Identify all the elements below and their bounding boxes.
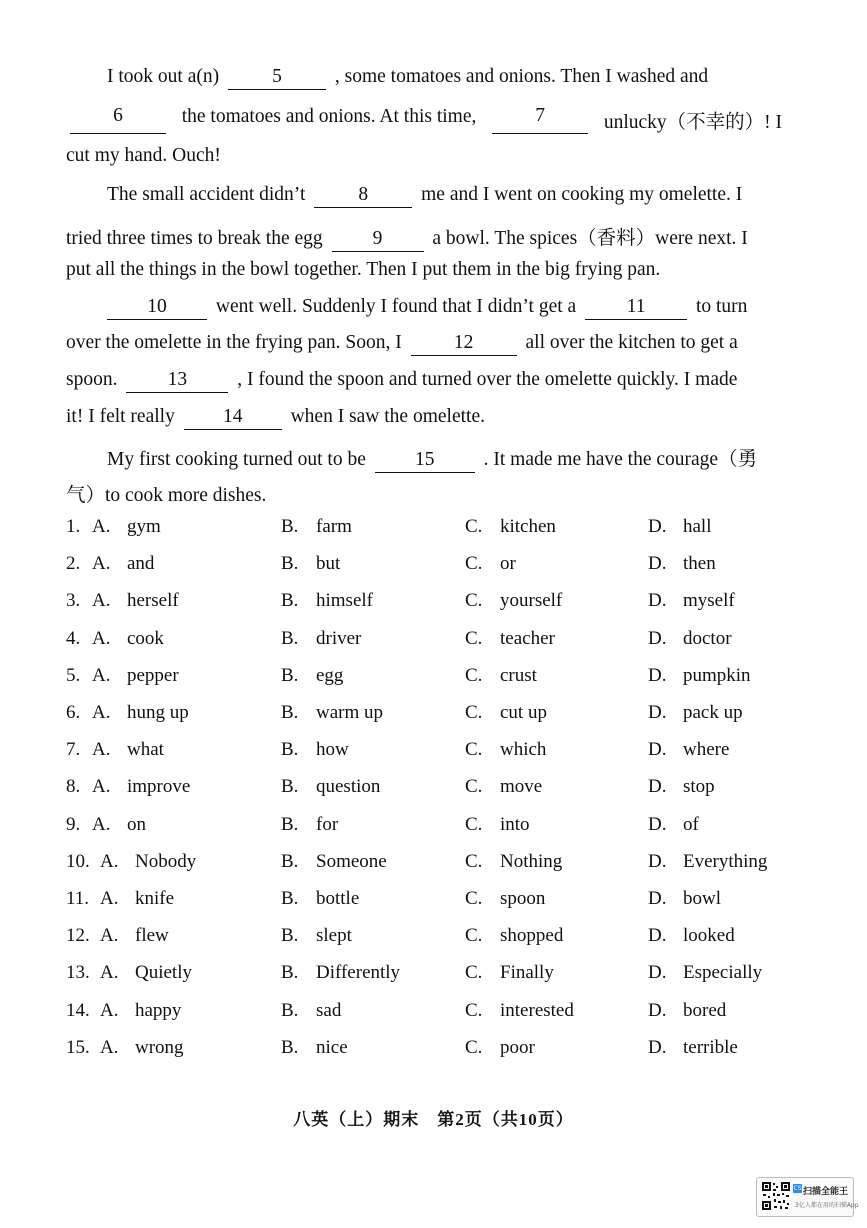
option-text: Quietly <box>135 962 192 983</box>
option-text: crust <box>500 665 537 686</box>
option-letter: A. <box>100 1000 119 1021</box>
option-b[interactable] <box>281 665 343 687</box>
option-c[interactable] <box>465 665 537 687</box>
question-row <box>66 962 786 988</box>
option-letter: A. <box>92 665 111 686</box>
option-text: driver <box>316 628 362 649</box>
option-letter: A. <box>92 776 111 797</box>
option-text: myself <box>683 590 735 611</box>
option-letter: B. <box>281 553 299 574</box>
passage-text: 气）to cook more dishes. <box>66 485 267 506</box>
option-letter: C. <box>465 628 483 649</box>
option-text: stop <box>683 776 715 797</box>
passage-text: I took out a(n) <box>107 66 220 87</box>
option-letter: B. <box>281 739 299 760</box>
question-number: 14. <box>66 1000 90 1021</box>
option-letter: C. <box>465 814 483 835</box>
question-row <box>66 665 786 691</box>
option-letter: A. <box>92 516 111 537</box>
passage-text: cut my hand. Ouch! <box>66 145 221 166</box>
option-text: improve <box>127 776 191 797</box>
option-letter: D. <box>648 888 667 909</box>
option-d[interactable] <box>648 590 735 612</box>
option-letter: D. <box>648 553 667 574</box>
option-letter: A. <box>92 553 111 574</box>
question-number: 9. <box>66 814 81 835</box>
blank-15: 15 <box>375 450 475 473</box>
passage-text: spoon. <box>66 369 118 390</box>
option-a[interactable] <box>100 1000 181 1022</box>
option-b[interactable] <box>281 925 352 947</box>
option-text: nice <box>316 1037 348 1058</box>
option-text: Everything <box>683 851 768 872</box>
option-text: Finally <box>500 962 554 983</box>
passage-text: , some tomatoes and onions. Then I washed and <box>334 66 709 87</box>
option-b[interactable] <box>281 628 361 650</box>
option-letter: B. <box>281 851 299 872</box>
option-letter: B. <box>281 665 299 686</box>
option-text: herself <box>127 590 179 611</box>
option-letter: B. <box>281 776 299 797</box>
passage-text: over the omelette in the frying pan. Soon, I <box>66 332 402 353</box>
option-b[interactable] <box>281 962 400 984</box>
option-text: kitchen <box>500 516 556 537</box>
passage-text: The small accident didn’t <box>107 184 306 205</box>
passage-text: the tomatoes and onions. At this time, <box>181 106 477 127</box>
passage-line-8 <box>66 332 738 356</box>
option-text: which <box>500 739 547 760</box>
passage-text: all over the kitchen to get a <box>525 332 738 353</box>
option-text: sad <box>316 1000 342 1021</box>
option-c[interactable] <box>465 590 562 612</box>
passage-line-6 <box>66 259 660 281</box>
camscanner-logo-icon: CS <box>793 1185 802 1192</box>
option-letter: C. <box>465 665 483 686</box>
passage-line-2 <box>66 106 782 134</box>
option-a[interactable] <box>92 553 154 575</box>
option-text: teacher <box>500 628 555 649</box>
option-letter: A. <box>92 628 111 649</box>
option-a[interactable] <box>92 814 146 836</box>
blank-6: 6 <box>70 106 166 134</box>
option-letter: A. <box>100 1037 119 1058</box>
option-b[interactable] <box>281 516 352 538</box>
option-text: for <box>316 814 339 835</box>
blank-12: 12 <box>411 333 517 356</box>
option-text: but <box>316 553 341 574</box>
option-letter: D. <box>648 739 667 760</box>
option-text: then <box>683 553 716 574</box>
option-letter: C. <box>465 851 483 872</box>
option-a[interactable] <box>92 665 179 687</box>
option-letter: A. <box>92 739 111 760</box>
option-text: flew <box>135 925 169 946</box>
question-number: 4. <box>66 628 81 649</box>
question-row <box>66 739 786 765</box>
question-row <box>66 702 786 728</box>
passage-line-4 <box>107 184 742 208</box>
passage-text: My first cooking turned out to be <box>107 449 366 470</box>
option-c[interactable] <box>465 516 556 538</box>
question-row <box>66 553 786 579</box>
scanner-watermark <box>756 1177 859 1217</box>
passage-text: tried three times to break the egg <box>66 228 323 249</box>
question-number: 15. <box>66 1037 90 1058</box>
option-d[interactable] <box>648 665 751 687</box>
option-b[interactable] <box>281 776 380 798</box>
option-b[interactable] <box>281 739 349 761</box>
option-a[interactable] <box>92 628 164 650</box>
option-d[interactable] <box>648 1037 738 1059</box>
page-footer: 八英（上）期末 第2页（共10页） <box>293 1110 574 1129</box>
option-text: bottle <box>316 888 360 909</box>
option-letter: C. <box>465 1037 483 1058</box>
option-letter: D. <box>648 628 667 649</box>
question-row <box>66 925 786 951</box>
option-b[interactable] <box>281 702 383 724</box>
option-c[interactable] <box>465 1000 574 1022</box>
option-text: Especially <box>683 962 763 983</box>
option-d[interactable] <box>648 628 732 650</box>
option-text: Differently <box>316 962 401 983</box>
passage-text: put all the things in the bowl together. Then I put them in the big frying pan. <box>66 259 661 280</box>
option-letter: A. <box>100 962 119 983</box>
option-letter: B. <box>281 590 299 611</box>
option-c[interactable] <box>465 962 554 984</box>
option-text: interested <box>500 1000 574 1021</box>
option-text: of <box>683 814 699 835</box>
passage-line-1 <box>107 66 708 90</box>
option-d[interactable] <box>648 925 735 947</box>
passage-text: to turn <box>695 296 748 317</box>
question-number: 3. <box>66 590 81 611</box>
option-text: pack up <box>683 702 743 723</box>
option-c[interactable] <box>465 814 530 836</box>
question-row <box>66 851 786 877</box>
passage-text: me and I went on cooking my omelette. I <box>421 184 743 205</box>
option-letter: C. <box>465 739 483 760</box>
option-text: looked <box>683 925 735 946</box>
question-row <box>66 1000 786 1026</box>
option-letter: A. <box>92 814 111 835</box>
option-c[interactable] <box>465 739 546 761</box>
option-text: knife <box>135 888 175 909</box>
option-letter: D. <box>648 590 667 611</box>
option-letter: D. <box>648 665 667 686</box>
option-text: shopped <box>500 925 564 946</box>
passage-text: , I found the spoon and turned over the omelette quickly. I made <box>237 369 738 390</box>
option-letter: C. <box>465 590 483 611</box>
option-text: doctor <box>683 628 732 649</box>
question-number: 1. <box>66 516 81 537</box>
blank-8: 8 <box>314 185 412 208</box>
option-d[interactable] <box>648 516 712 538</box>
option-text: question <box>316 776 381 797</box>
option-letter: D. <box>648 702 667 723</box>
blank-13: 13 <box>126 370 228 393</box>
option-letter: D. <box>648 776 667 797</box>
question-row <box>66 628 786 654</box>
option-letter: C. <box>465 962 483 983</box>
question-number: 10. <box>66 851 90 872</box>
option-c[interactable] <box>465 888 545 910</box>
question-number: 11. <box>66 888 90 909</box>
option-b[interactable] <box>281 851 387 873</box>
option-text: yourself <box>500 590 563 611</box>
option-letter: C. <box>465 1000 483 1021</box>
option-c[interactable] <box>465 851 562 873</box>
question-row <box>66 888 786 914</box>
option-a[interactable] <box>100 962 192 984</box>
option-text: hall <box>683 516 712 537</box>
option-letter: D. <box>648 925 667 946</box>
option-d[interactable] <box>648 776 715 798</box>
question-row <box>66 1037 786 1063</box>
option-text: wrong <box>135 1037 184 1058</box>
option-letter: B. <box>281 925 299 946</box>
option-letter: B. <box>281 702 299 723</box>
passage-line-9 <box>66 369 737 393</box>
option-text: how <box>316 739 349 760</box>
option-letter: B. <box>281 516 299 537</box>
option-a[interactable] <box>92 776 190 798</box>
option-text: and <box>127 553 155 574</box>
passage-text: unlucky（不幸的）! I <box>603 112 782 133</box>
option-text: terrible <box>683 1037 738 1058</box>
option-text: gym <box>127 516 161 537</box>
option-text: on <box>127 814 146 835</box>
passage-line-10 <box>66 406 485 430</box>
passage-text: went well. Suddenly I found that I didn’t get a <box>215 296 577 317</box>
option-text: happy <box>135 1000 182 1021</box>
option-letter: A. <box>92 702 111 723</box>
option-letter: B. <box>281 962 299 983</box>
passage-line-5 <box>66 222 748 252</box>
passage-line-11 <box>107 443 757 473</box>
passage-line-12 <box>66 479 266 507</box>
option-text: what <box>127 739 164 760</box>
question-number: 12. <box>66 925 90 946</box>
option-letter: D. <box>648 1037 667 1058</box>
option-a[interactable] <box>92 590 179 612</box>
option-b[interactable] <box>281 1037 348 1059</box>
option-text: Someone <box>316 851 387 872</box>
option-a[interactable] <box>92 739 164 761</box>
option-letter: B. <box>281 814 299 835</box>
question-row <box>66 814 786 840</box>
option-letter: A. <box>100 888 119 909</box>
question-number: 5. <box>66 665 81 686</box>
option-d[interactable] <box>648 814 699 836</box>
passage-text: it! I felt really <box>66 406 175 427</box>
option-c[interactable] <box>465 553 516 575</box>
option-c[interactable] <box>465 776 542 798</box>
option-text: poor <box>500 1037 535 1058</box>
option-letter: B. <box>281 1037 299 1058</box>
option-text: cook <box>127 628 164 649</box>
option-text: into <box>500 814 530 835</box>
option-d[interactable] <box>648 962 762 984</box>
option-letter: D. <box>648 1000 667 1021</box>
option-b[interactable] <box>281 888 359 910</box>
option-a[interactable] <box>100 925 169 947</box>
blank-11: 11 <box>585 297 687 320</box>
option-text: himself <box>316 590 373 611</box>
question-number: 8. <box>66 776 81 797</box>
option-text: pepper <box>127 665 179 686</box>
option-c[interactable] <box>465 925 563 947</box>
option-b[interactable] <box>281 814 338 836</box>
option-d[interactable] <box>648 739 729 761</box>
option-a[interactable] <box>92 516 161 538</box>
option-letter: D. <box>648 814 667 835</box>
question-row <box>66 590 786 616</box>
option-text: pumpkin <box>683 665 751 686</box>
passage-line-7 <box>107 296 747 320</box>
question-number: 13. <box>66 962 90 983</box>
option-text: Nothing <box>500 851 563 872</box>
option-letter: C. <box>465 776 483 797</box>
blank-5: 5 <box>228 67 326 90</box>
option-text: or <box>500 553 516 574</box>
option-letter: A. <box>100 851 119 872</box>
option-letter: D. <box>648 962 667 983</box>
option-a[interactable] <box>100 1037 184 1059</box>
option-d[interactable] <box>648 888 721 910</box>
option-text: bored <box>683 1000 727 1021</box>
blank-14: 14 <box>184 407 282 430</box>
option-text: where <box>683 739 730 760</box>
option-letter: D. <box>648 516 667 537</box>
option-letter: B. <box>281 888 299 909</box>
option-d[interactable] <box>648 851 767 873</box>
option-letter: D. <box>648 851 667 872</box>
option-text: move <box>500 776 543 797</box>
option-b[interactable] <box>281 553 340 575</box>
option-text: egg <box>316 665 344 686</box>
option-b[interactable] <box>281 590 373 612</box>
option-d[interactable] <box>648 1000 726 1022</box>
option-d[interactable] <box>648 702 743 724</box>
option-a[interactable] <box>92 702 189 724</box>
blank-9: 9 <box>332 229 424 252</box>
option-a[interactable] <box>100 851 196 873</box>
passage-text: . It made me have the courage（勇 <box>483 449 758 470</box>
option-d[interactable] <box>648 553 716 575</box>
option-text: farm <box>316 516 352 537</box>
option-c[interactable] <box>465 628 555 650</box>
passage-text: when I saw the omelette. <box>290 406 485 427</box>
option-letter: C. <box>465 516 483 537</box>
option-text: warm up <box>316 702 384 723</box>
option-text: Nobody <box>135 851 197 872</box>
option-c[interactable] <box>465 1037 535 1059</box>
option-text: bowl <box>683 888 721 909</box>
option-text: cut up <box>500 702 547 723</box>
blank-10: 10 <box>107 297 207 320</box>
option-text: slept <box>316 925 352 946</box>
question-number: 6. <box>66 702 81 723</box>
question-row <box>66 516 786 542</box>
option-letter: C. <box>465 553 483 574</box>
blank-7: 7 <box>492 106 588 134</box>
option-text: hung up <box>127 702 189 723</box>
option-a[interactable] <box>100 888 174 910</box>
question-number: 7. <box>66 739 81 760</box>
qr-code-icon <box>761 1181 791 1211</box>
option-c[interactable] <box>465 702 547 724</box>
option-letter: B. <box>281 1000 299 1021</box>
option-letter: C. <box>465 925 483 946</box>
question-number: 2. <box>66 553 81 574</box>
passage-text: a bowl. The spices（香料）were next. I <box>432 228 748 249</box>
option-letter: B. <box>281 628 299 649</box>
badge-subtitle: 3亿人都在用的扫描App <box>795 1202 859 1209</box>
option-letter: C. <box>465 888 483 909</box>
badge-title: 扫描全能王 <box>803 1187 849 1197</box>
option-text: spoon <box>500 888 546 909</box>
option-letter: A. <box>100 925 119 946</box>
question-row <box>66 776 786 802</box>
option-letter: C. <box>465 702 483 723</box>
option-letter: A. <box>92 590 111 611</box>
passage-line-3 <box>66 145 221 167</box>
option-b[interactable] <box>281 1000 341 1022</box>
